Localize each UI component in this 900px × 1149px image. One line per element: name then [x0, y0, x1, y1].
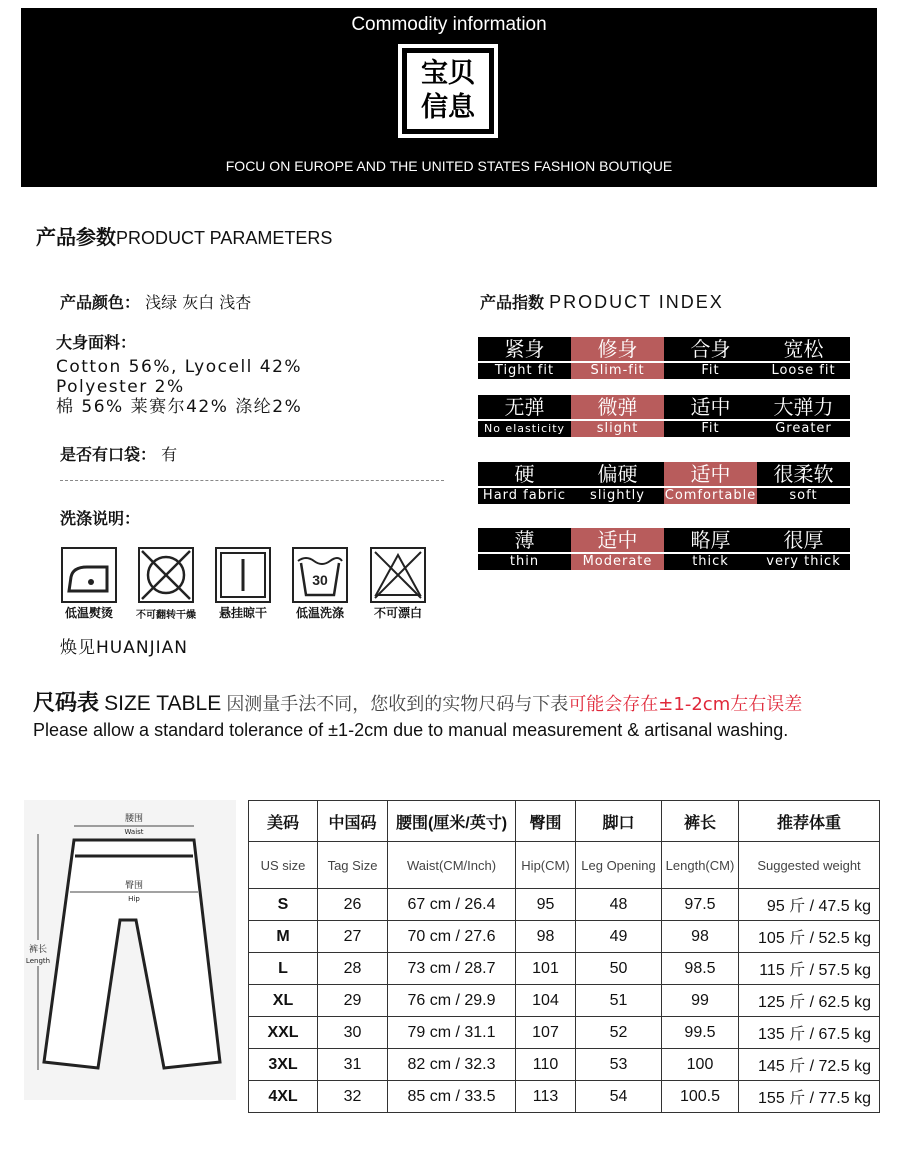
table-cell: 110 — [516, 1049, 576, 1081]
waist-label-cn: 腰围 — [124, 814, 144, 824]
length-label-cn: 裤长 — [28, 945, 48, 955]
table-row — [249, 1049, 880, 1081]
table-cell: 79 cm / 31.1 — [388, 1017, 516, 1049]
table-cell: 98 — [516, 921, 576, 953]
index-cell-cn: 适中 — [690, 462, 731, 486]
index-cell — [478, 395, 571, 437]
table-row — [249, 1081, 880, 1113]
size-table-header: 美码 — [249, 801, 318, 842]
index-cell — [571, 337, 664, 379]
size-table-header: 裤长 — [662, 801, 739, 842]
material-line2: Polyester 2% — [56, 377, 185, 397]
index-cell-cn: 无弹 — [504, 395, 545, 419]
no-bleach-icon — [370, 547, 426, 603]
index-cell-en: Moderate — [571, 552, 664, 570]
banner-title: Commodity information — [351, 14, 547, 35]
wash-30-badge: 30 — [312, 572, 328, 588]
table-cell: 107 — [516, 1017, 576, 1049]
params-title-cn: 产品参数 — [36, 225, 116, 249]
table-cell: 76 cm / 29.9 — [388, 985, 516, 1017]
size-table-header: 推荐体重 — [739, 801, 880, 842]
table-cell: 50 — [576, 953, 662, 985]
index-cell-cn: 硬 — [514, 462, 535, 486]
table-cell: 28 — [318, 953, 388, 985]
index-cell-cn: 很柔软 — [773, 462, 834, 486]
size-table-header: 腰围(厘米/英寸) — [388, 801, 516, 842]
banner-subtitle: FOCU ON EUROPE AND THE UNITED STATES FASHION BOUTIQUE — [225, 158, 673, 174]
index-cell-cn: 很厚 — [783, 528, 824, 552]
color-value: 浅绿 灰白 浅杏 — [145, 293, 252, 312]
index-cell-cn: 偏硬 — [597, 462, 638, 486]
index-cell-cn: 大弹力 — [773, 395, 834, 419]
table-cell: 85 cm / 33.5 — [388, 1081, 516, 1113]
size-title-cn: 尺码表 — [33, 691, 100, 716]
size-title-en: SIZE TABLE — [104, 692, 222, 715]
table-cell: 4XL — [249, 1081, 318, 1113]
table-cell: 105 斤 / 52.5 kg — [739, 921, 880, 953]
table-cell: 125 斤 / 62.5 kg — [739, 985, 880, 1017]
table-cell: 99.5 — [662, 1017, 739, 1049]
size-table-subheader: US size — [249, 842, 318, 889]
index-cell-en: soft — [757, 486, 850, 504]
table-cell: 100 — [662, 1049, 739, 1081]
material-label: 大身面料： — [56, 333, 137, 352]
wash-label: 洗涤说明： — [60, 509, 141, 528]
index-title-en: PRODUCT INDEX — [549, 292, 724, 312]
color-row — [60, 290, 251, 313]
wash-label-bleach: 不可漂白 — [373, 606, 422, 620]
size-warning: 可能会存在±1-2cm左右误差 — [568, 694, 803, 715]
index-cell-en: thin — [478, 552, 571, 570]
index-cell-cn: 微弹 — [597, 395, 638, 419]
wash-label-tumble: 不可翻转干燥 — [136, 610, 196, 621]
wash-label-iron: 低温熨烫 — [64, 606, 113, 620]
index-title-cn: 产品指数 — [480, 293, 545, 312]
table-row — [249, 1017, 880, 1049]
index-cell — [757, 395, 850, 437]
index-cell — [478, 528, 571, 570]
table-row — [249, 921, 880, 953]
table-cell: XXL — [249, 1017, 318, 1049]
table-cell: 3XL — [249, 1049, 318, 1081]
table-cell: 48 — [576, 889, 662, 921]
banner-title-box-inner — [407, 53, 489, 129]
table-cell: 51 — [576, 985, 662, 1017]
index-cell-cn: 宽松 — [783, 337, 824, 361]
size-table-subheader: Length(CM) — [662, 842, 739, 889]
index-cell-en: Fit — [664, 419, 757, 437]
table-cell: 67 cm / 26.4 — [388, 889, 516, 921]
material-line1: Cotton 56%, Lyocell 42% — [56, 357, 303, 377]
pocket-label: 是否有口袋： — [60, 445, 157, 464]
index-cell-cn: 薄 — [514, 528, 535, 552]
index-cell — [757, 528, 850, 570]
table-cell: 100.5 — [662, 1081, 739, 1113]
material-line3: 棉 56% 莱赛尔42% 涤纶2% — [56, 397, 303, 417]
index-cell — [478, 462, 571, 504]
table-cell: 27 — [318, 921, 388, 953]
size-table-subheader: Suggested weight — [739, 842, 880, 889]
index-cell-en: thick — [664, 552, 757, 570]
index-cell — [664, 528, 757, 570]
banner-box-line2: 信息 — [421, 92, 475, 123]
table-cell: 32 — [318, 1081, 388, 1113]
brand-name: 焕见HUANJIAN — [60, 638, 188, 658]
tolerance-note: Please allow a standard tolerance of ±1-2cm due to manual measurement & artisanal washing. — [33, 720, 789, 740]
table-row — [249, 985, 880, 1017]
index-cell — [757, 337, 850, 379]
divider — [60, 480, 444, 481]
table-cell: 113 — [516, 1081, 576, 1113]
index-cell-en: slightly — [571, 486, 664, 504]
pants-measure-diagram — [24, 800, 236, 1100]
table-cell: 52 — [576, 1017, 662, 1049]
index-cell-en: Comfortable — [664, 488, 757, 503]
table-cell: 70 cm / 27.6 — [388, 921, 516, 953]
index-cell-en: Loose fit — [757, 361, 850, 379]
size-table-subheader: Waist(CM/Inch) — [388, 842, 516, 889]
table-cell: 95 — [516, 889, 576, 921]
index-cell — [571, 462, 664, 504]
table-cell: 99 — [662, 985, 739, 1017]
banner-box-line1: 宝贝 — [421, 58, 475, 89]
index-cell — [664, 337, 757, 379]
wash-30-icon — [292, 547, 348, 603]
size-table — [248, 800, 880, 1113]
hip-label-cn: 臀围 — [124, 881, 144, 891]
table-cell: 115 斤 / 57.5 kg — [739, 953, 880, 985]
wash-label-wash: 低温洗涤 — [295, 606, 344, 620]
index-cell — [478, 337, 571, 379]
pocket-row — [60, 442, 177, 465]
size-table-header: 中国码 — [318, 801, 388, 842]
index-cell-en: Slim-fit — [571, 361, 664, 379]
index-cell-en: Tight fit — [478, 361, 571, 379]
table-cell: 26 — [318, 889, 388, 921]
no-tumble-dry-icon — [138, 547, 194, 603]
index-cell — [757, 462, 850, 504]
table-cell: 155 斤 / 77.5 kg — [739, 1081, 880, 1113]
low-temp-iron-icon — [61, 547, 117, 603]
material-block — [56, 330, 302, 417]
table-cell: 54 — [576, 1081, 662, 1113]
index-cell — [571, 528, 664, 570]
index-cell-en: slight — [571, 419, 664, 437]
index-cell-en: very thick — [757, 552, 850, 570]
index-cell-cn: 适中 — [690, 395, 731, 419]
table-row — [249, 953, 880, 985]
index-cell-en: Greater — [757, 419, 850, 437]
table-cell: 49 — [576, 921, 662, 953]
index-cell-cn: 合身 — [690, 337, 731, 361]
index-cell-cn: 紧身 — [504, 337, 545, 361]
waist-label-en: Waist — [124, 828, 144, 836]
hang-dry-icon — [215, 547, 271, 603]
size-table-header: 脚口 — [576, 801, 662, 842]
params-title — [36, 221, 332, 250]
wash-label-hang: 悬挂晾干 — [218, 606, 267, 620]
banner-title-box — [398, 44, 498, 138]
index-cell — [664, 462, 757, 504]
table-cell: 73 cm / 28.7 — [388, 953, 516, 985]
table-cell: 82 cm / 32.3 — [388, 1049, 516, 1081]
params-title-en: PRODUCT PARAMETERS — [116, 228, 333, 248]
table-cell: S — [249, 889, 318, 921]
table-cell: 135 斤 / 67.5 kg — [739, 1017, 880, 1049]
hip-label-en: Hip — [128, 895, 140, 903]
table-cell: XL — [249, 985, 318, 1017]
index-cell-cn: 修身 — [597, 337, 638, 361]
size-table-subheader: Tag Size — [318, 842, 388, 889]
index-cell-en: Fit — [664, 361, 757, 379]
table-row — [249, 889, 880, 921]
index-cell-en: Hard fabric — [478, 486, 571, 504]
table-cell: 97.5 — [662, 889, 739, 921]
size-note: 因测量手法不同，您收到的实物尺码与下表 — [226, 694, 569, 715]
table-cell: 98 — [662, 921, 739, 953]
length-label-en: Length — [25, 957, 51, 965]
table-cell: 145 斤 / 72.5 kg — [739, 1049, 880, 1081]
header-banner — [21, 8, 877, 187]
table-cell: 30 — [318, 1017, 388, 1049]
color-label: 产品颜色： — [60, 293, 141, 312]
table-cell: L — [249, 953, 318, 985]
size-table-header: 臀围 — [516, 801, 576, 842]
pocket-value: 有 — [161, 445, 178, 464]
size-table-subheader: Hip(CM) — [516, 842, 576, 889]
index-cell-cn: 略厚 — [690, 528, 731, 552]
table-cell: M — [249, 921, 318, 953]
table-cell: 31 — [318, 1049, 388, 1081]
table-cell: 29 — [318, 985, 388, 1017]
table-cell: 101 — [516, 953, 576, 985]
table-cell: 98.5 — [662, 953, 739, 985]
size-table-subheader-row — [249, 842, 880, 889]
index-cell — [664, 395, 757, 437]
index-title — [480, 290, 724, 313]
size-title — [33, 686, 802, 717]
index-cell — [571, 395, 664, 437]
table-cell: 104 — [516, 985, 576, 1017]
size-table-header-row — [249, 801, 880, 842]
index-cell-en: No elasticity — [478, 419, 571, 437]
index-cell-cn: 适中 — [597, 528, 638, 552]
size-table-subheader: Leg Opening — [576, 842, 662, 889]
table-cell: 95 斤 / 47.5 kg — [739, 889, 880, 921]
table-cell: 53 — [576, 1049, 662, 1081]
